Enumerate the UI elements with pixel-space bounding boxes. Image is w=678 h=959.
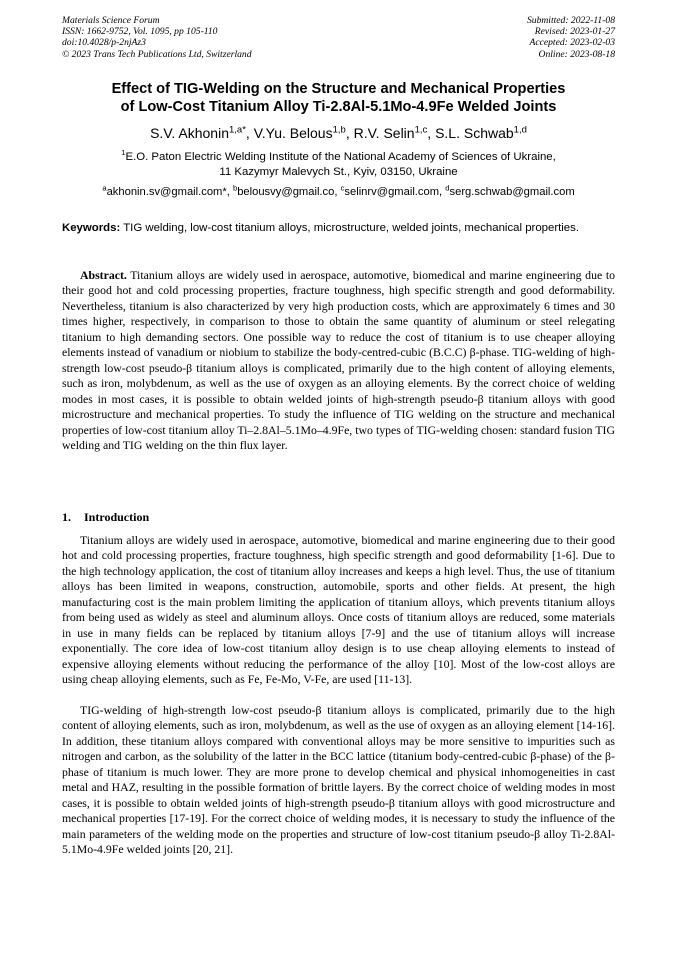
- copyright: © 2023 Trans Tech Publications Ltd, Switzerland: [62, 48, 252, 60]
- accepted-date: Accepted: 2023-02-03: [529, 37, 615, 49]
- issn: ISSN: 1662-9752, Vol. 1095, pp 105-110: [62, 26, 218, 38]
- body-paragraph: TIG-welding of high-strength low-cost pseudo-β titanium alloys is complicated, primarily due to the high content of alloying elements, such as iron, molybdenum, as well as the use of oxygen as an alloying element [14-16]. In addition, these titanium alloys compared with conventional alloys may be more sensitive to impurities such as nitrogen and carbon, as the solubility of the latter in the BCC lattice (titanium body-centred-cubic β-phase) of the β-phase of titanium is much lower. They are more prone to develop chemical and physical inhomogeneities in cast metal and HAZ, resulting in the possible formation of brittle layers. By the correct choice of welding modes in most cases, it is possible to obtain welded joints of high-strength pseudo-β titanium alloys with good microstructure and mechanical properties [17-19]. For the correct choice of welding modes, it is necessary to study the influence of the main parameters of the welding mode on the properties and structure of low-cost titanium pseudo-β alloy Ti-2.8Al-5.1Mo-4.9Fe welded joints [20, 21].: [62, 703, 615, 857]
- journal-info: [62, 15, 252, 60]
- author-separator: ,: [345, 125, 354, 141]
- author: [254, 125, 354, 141]
- author-name: V.Yu. Belous: [253, 125, 333, 141]
- publication-dates: [527, 15, 615, 60]
- email-link[interactable]: serg.schwab@gmail.com: [449, 186, 575, 198]
- body-paragraph: Titanium alloys are widely used in aerospace, automotive, biomedical and marine engineering due to their good hot and cold processing properties, fracture toughness, high specific strength and good deformability [1-6]. Due to the high technology application, the cost of titanium alloy increases and keeps a high level. Thus, the use of titanium alloys has been limited in weapons, construction, automobile, sports and other fields. At present, the high manufacturing cost is the main problem limiting the application of titanium alloys, which prevents titanium alloys from being used as widely as steel and aluminum alloys. Once costs of titanium alloys are reduced, some materials in use in many fields can be replaced by titanium alloys [7-9] and the use of titanium alloys will increase exponentially. The core idea of low-cost titanium alloy design is to use cheap alloying elements to instead of expensive alloying elements without reducing the performance of the alloy [10]. Most of the low-cost alloys are using cheap alloying elements, such as Fe, Fe-Mo, V-Fe, are used [11-13].: [62, 533, 615, 687]
- author-name: R.V. Selin: [353, 125, 415, 141]
- author: [150, 125, 254, 141]
- author-name: S.L. Schwab: [435, 125, 514, 141]
- section-heading: [62, 510, 149, 525]
- email-link[interactable]: belousvy@gmail.co,: [237, 186, 341, 198]
- email-mark: a: [102, 183, 107, 193]
- author-affiliation-mark: 1,c: [414, 124, 428, 136]
- author-separator: ,: [427, 125, 436, 141]
- affiliation-line-1: $^1$E.O. Paton Electric Welding Institute of the National Academy of Sciences of Ukraine,: [121, 148, 556, 163]
- section-title: Introduction: [84, 510, 150, 524]
- affiliation-mark: 1: [121, 148, 126, 158]
- author-affiliation-mark: 1,a*: [228, 124, 246, 136]
- email-mark: b: [232, 183, 238, 193]
- abstract: [62, 268, 615, 453]
- revised-date: Revised: 2023-01-27: [534, 26, 615, 38]
- affiliation: [62, 150, 615, 180]
- author: [435, 125, 527, 141]
- email-link[interactable]: akhonin.sv@gmail.com*,: [106, 186, 233, 198]
- title-line-1: Effect of TIG-Welding on the Structure and Mechanical Properties: [111, 81, 566, 97]
- keywords: [62, 221, 615, 235]
- title-line-2: of Low-Cost Titanium Alloy Ti-2.8Al-5.1Mo-4.9Fe Welded Joints: [120, 99, 557, 115]
- author: [354, 125, 435, 141]
- author-name: S.V. Akhonin: [150, 125, 229, 141]
- author-separator: ,: [245, 125, 254, 141]
- keywords-text: TIG welding, low-cost titanium alloys, microstructure, welded joints, mechanical properties.: [123, 222, 580, 234]
- keywords-label: Keywords:: [62, 222, 121, 234]
- submitted-date: Submitted: 2022-11-08: [526, 15, 615, 26]
- email-mark: d: [445, 183, 450, 193]
- online-date: Online: 2023-08-18: [538, 48, 615, 60]
- author-affiliation-mark: 1,b: [332, 124, 346, 136]
- affiliation-line-2: 11 Kazymyr Malevych St., Kyiv, 03150, Ukraine: [219, 166, 458, 178]
- doi[interactable]: doi:10.4028/p-2njAz3: [62, 37, 146, 49]
- abstract-label: Abstract.: [80, 268, 127, 282]
- author-affiliation-mark: 1,d: [513, 124, 527, 136]
- abstract-text: Titanium alloys are widely used in aerospace, automotive, biomedical and marine engineering due to their good hot and cold processing properties, fracture toughness, high specific strength and good deformability. Nevertheless, titanium is also characterized by very high production costs, which are approximately 6 times and 30 times higher, respectively, in comparison to those to obtain the same quantity of aluminum or steel relegating titanium to high demanding sectors. One possible way to reduce the cost of titanium is to use cheaper alloying elements instead of vanadium or niobium to stabilize the body-centred-cubic (B.C.C) β-phase. TIG-welding of high-strength low-cost pseudo-β titanium alloys is complicated, primarily due to the high content of alloying elements, such as iron, molybdenum, as well as the use of oxygen as an alloying elements. By the correct choice of welding modes in most cases, it is possible to obtain welded joints of high-strength pseudo-β titanium alloys with good microstructure and mechanical properties. To study the influence of TIG welding on the structure and mechanical properties of low-cost titanium alloy Ti–2.8Al–5.1Mo–4.9Fe, two types of TIG-welding chosen: standard fusion TIG welding and TIG welding on the thin flux layer.: [62, 268, 616, 452]
- email-mark: c: [340, 183, 345, 193]
- email-link[interactable]: selinrv@gmail.com,: [344, 186, 446, 198]
- paper-title: [62, 80, 615, 116]
- author-list: [62, 124, 615, 142]
- journal-name: Materials Science Forum: [62, 15, 160, 26]
- section-number: 1.: [62, 510, 71, 524]
- email-list: [62, 185, 615, 199]
